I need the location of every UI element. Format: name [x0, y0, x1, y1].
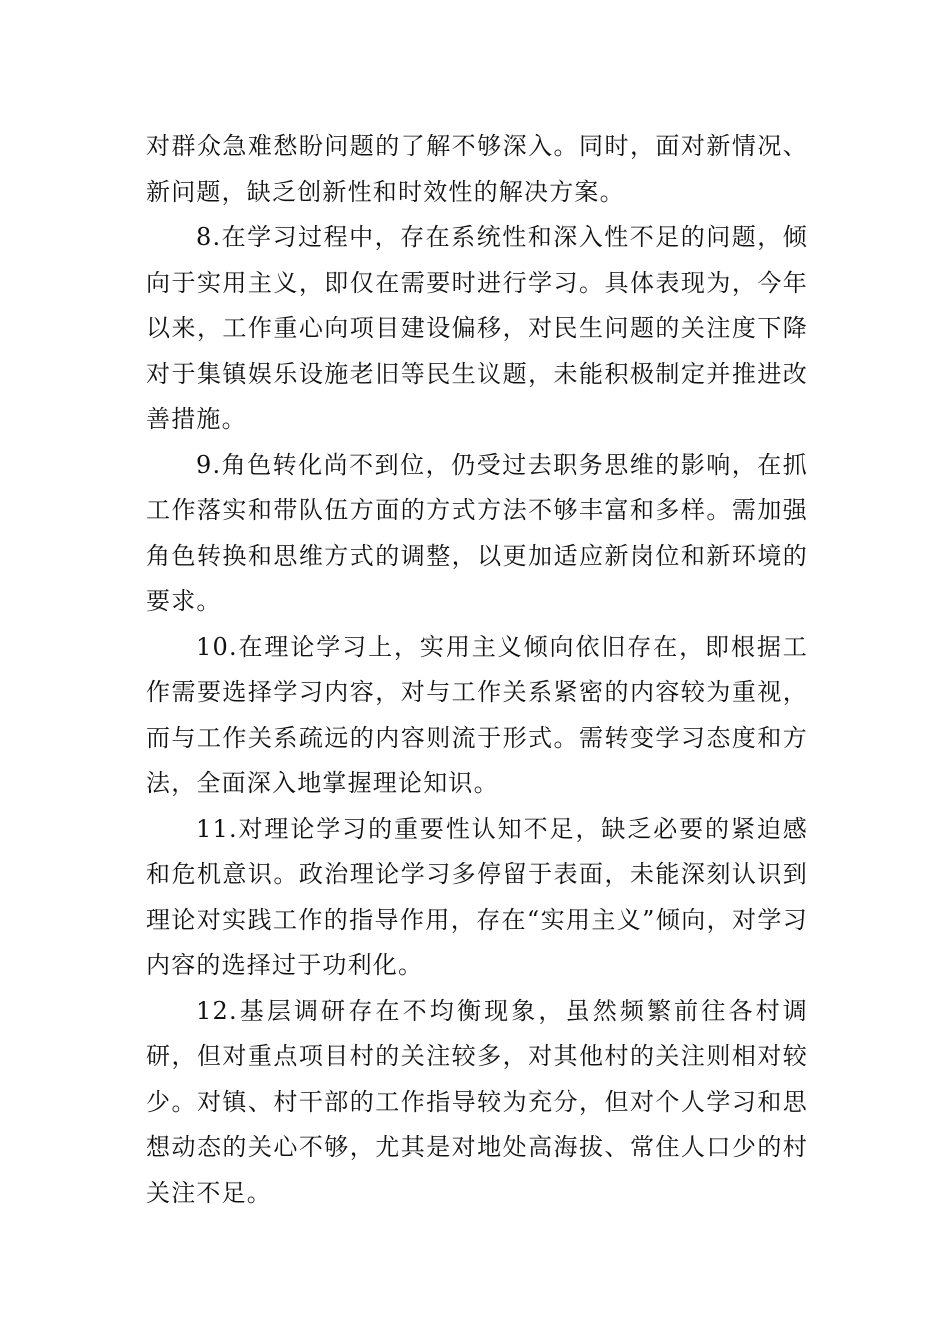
- document-body: [146, 124, 808, 1216]
- paragraph-item-12: 12.基层调研存在不均衡现象，虽然频繁前往各村调研，但对重点项目村的关注较多，对其他村的关注则相对较少。对镇、村干部的工作指导较为充分，但对个人学习和思想动态的关心不够，尤其是对地处高海拔、常住人口少的村关注不足。: [146, 996, 808, 1207]
- paragraph-item-11: 11.对理论学习的重要性认知不足，缺乏必要的紧迫感和危机意识。政治理论学习多停留于表面，未能深刻认识到理论对实践工作的指导作用，存在“实用主义”倾向，对学习内容的选择过于功利化。: [146, 814, 808, 979]
- paragraph-continued: 对群众急难愁盼问题的了解不够深入。同时，面对新情况、新问题，缺乏创新性和时效性的解决方案。: [146, 132, 808, 206]
- paragraph-item-10: 10.在理论学习上，实用主义倾向依旧存在，即根据工作需要选择学习内容，对与工作关系紧密的内容较为重视，而与工作关系疏远的内容则流于形式。需转变学习态度和方法，全面深入地掌握理论知识。: [146, 632, 808, 797]
- paragraph-item-9: 9.角色转化尚不到位，仍受过去职务思维的影响，在抓工作落实和带队伍方面的方式方法不够丰富和多样。需加强角色转换和思维方式的调整，以更加适应新岗位和新环境的要求。: [146, 450, 808, 615]
- paragraph-item-8: 8.在学习过程中，存在系统性和深入性不足的问题，倾向于实用主义，即仅在需要时进行学习。具体表现为，今年以来，工作重心向项目建设偏移，对民生问题的关注度下降对于集镇娱乐设施老旧等民生议题，未能积极制定并推进改善措施。: [146, 223, 808, 433]
